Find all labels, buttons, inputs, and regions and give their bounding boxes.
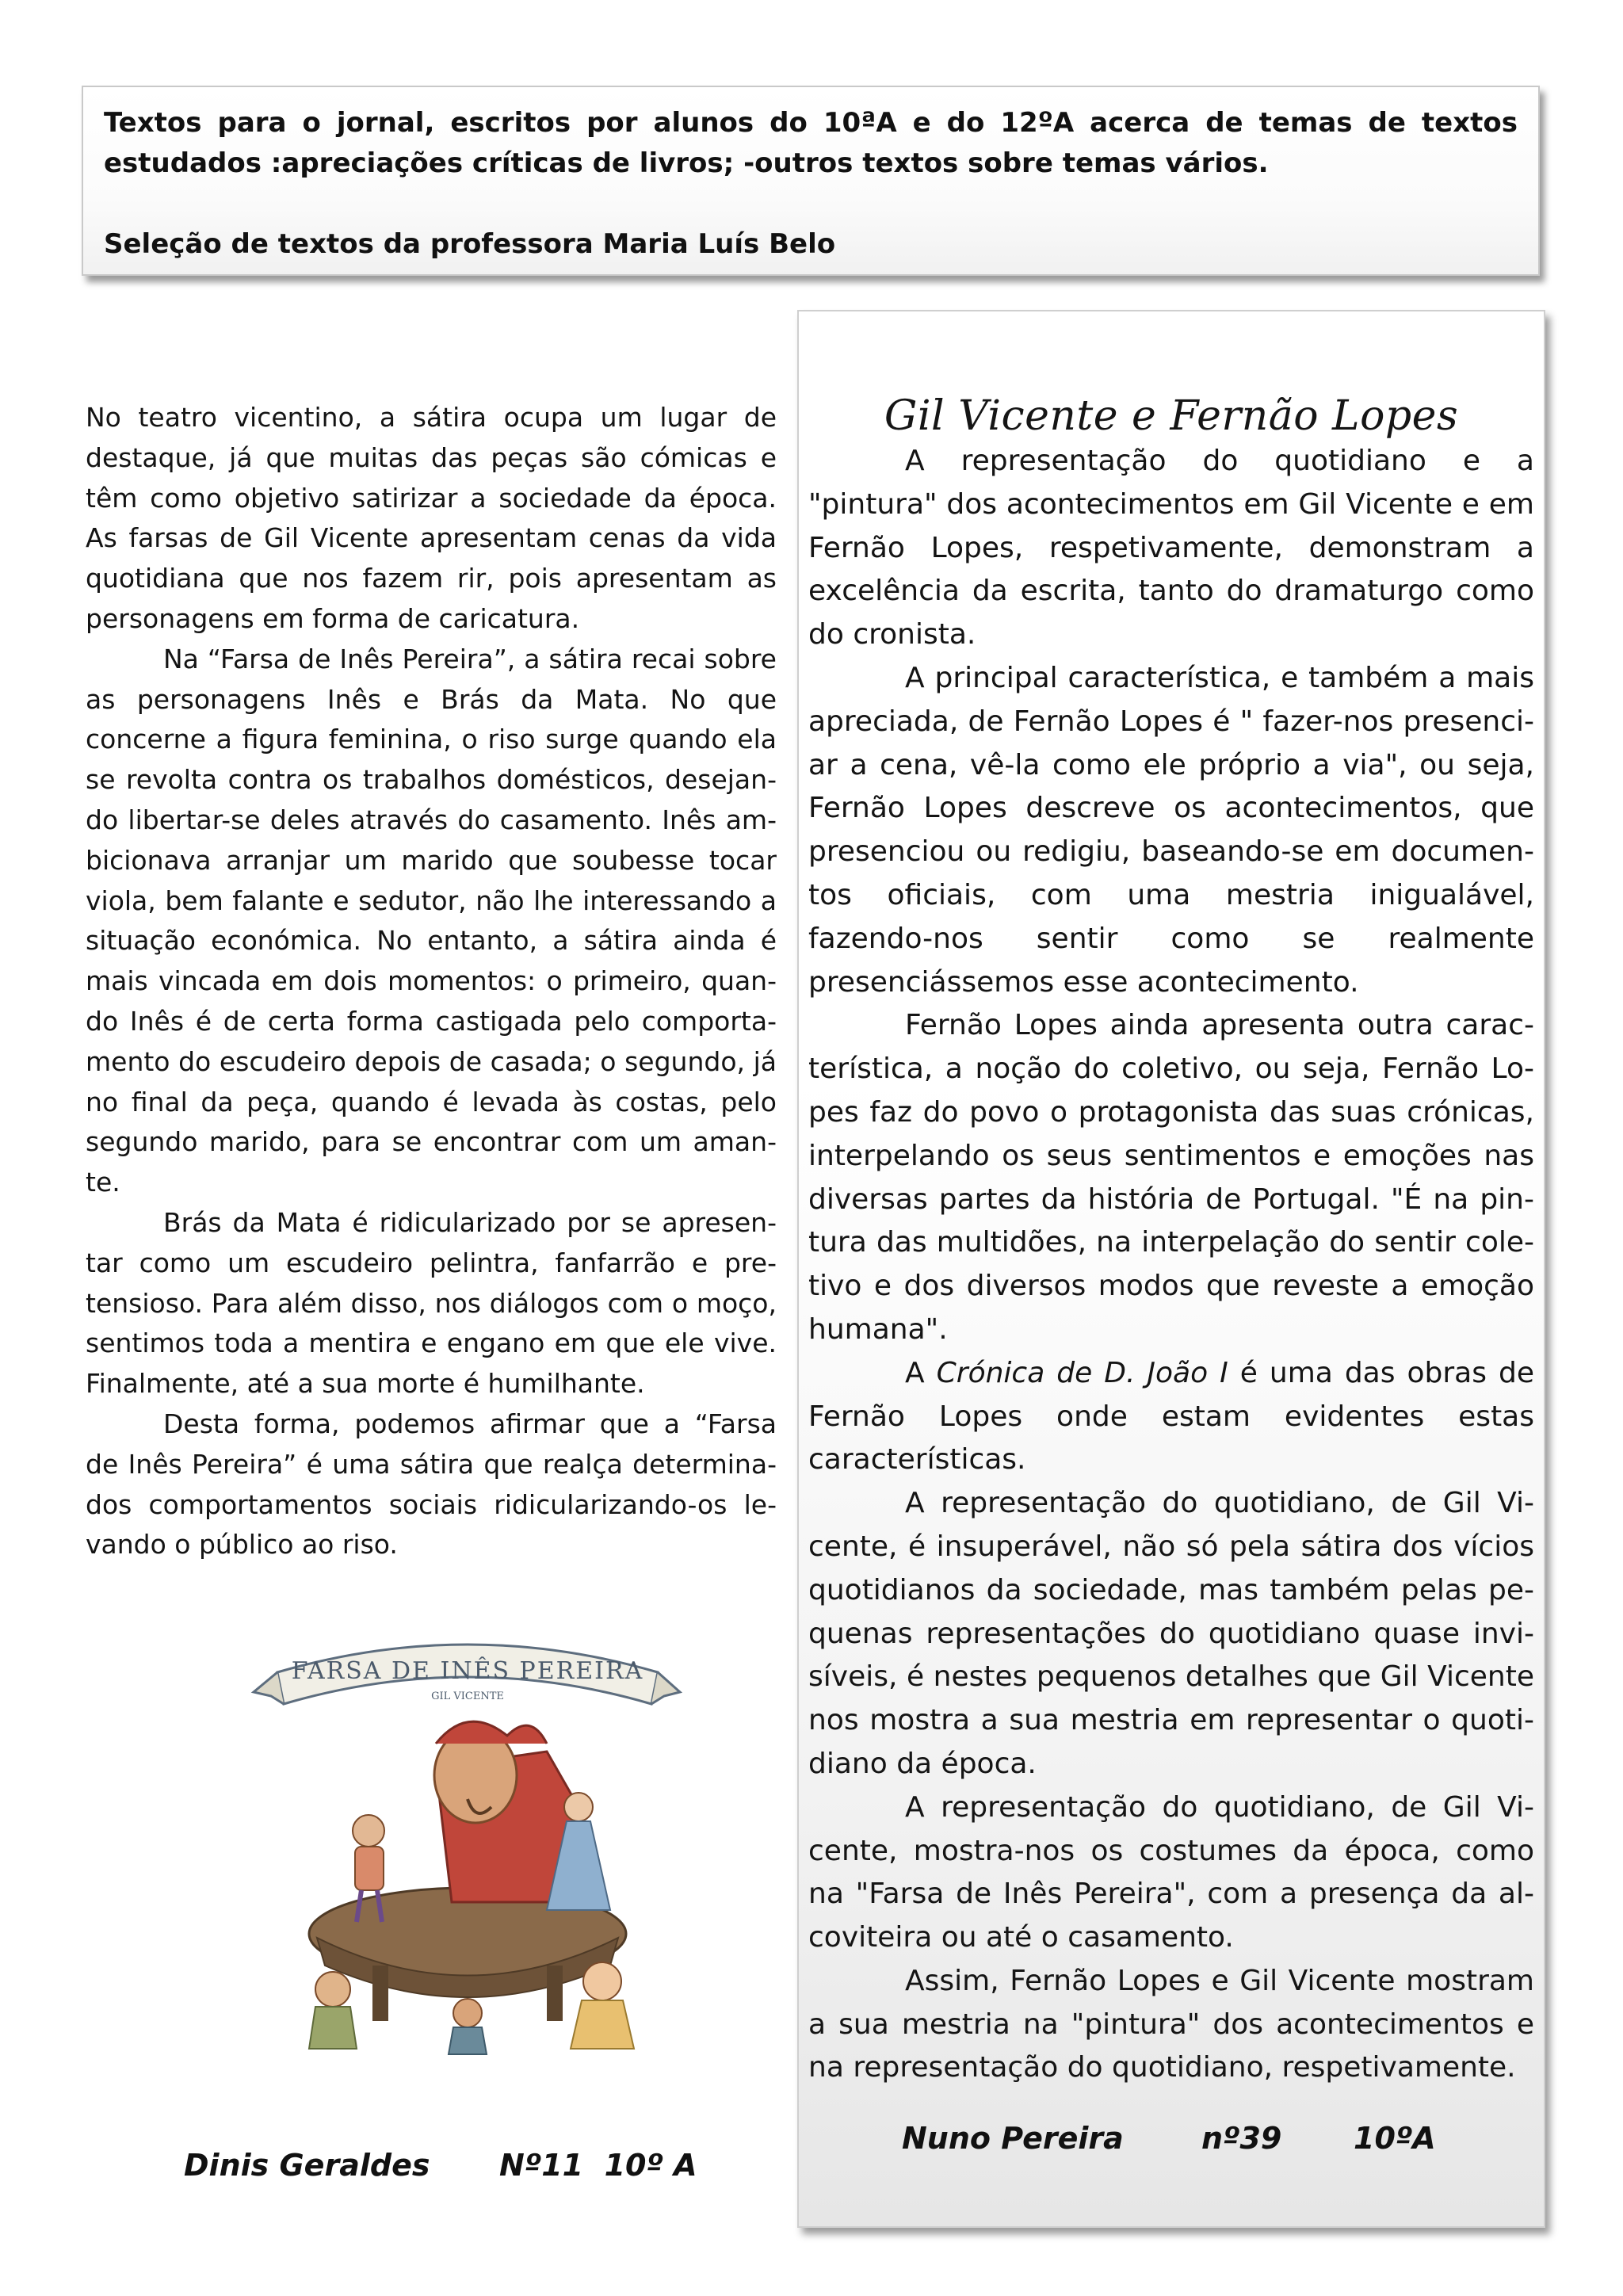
banner-subtitle: GIL VICENTE <box>431 1690 504 1702</box>
header-credit: Seleção de textos da professora Maria Luís Belo <box>104 228 836 260</box>
right-paragraph-3: Fernão Lopes ainda apresenta outra característica, a noção do coletivo, ou seja, Fernão Lopes faz do povo o protagonista das suas crónicas, interpelando os seus sentimentos e emoções nas diversas partes da história de Portugal. "É na pintura das multidões, na interpelação do sentir coletivo e dos diversos modos que reveste a emoção humana". <box>808 1009 1534 1346</box>
right-paragraph-6: A representação do quotidiano, de Gil Vicente, mostra-nos os costumes da época, como na "Farsa de Inês Pereira", com a presença da alcoviteira ou até o casamento. <box>808 1790 1534 1954</box>
right-paragraph-7: Assim, Fernão Lopes e Gil Vicente mostram a sua mestria na "pintura" dos acontecimentos e na representação do quotidiano, respetivamente. <box>808 1964 1534 2084</box>
banner-title: FARSA DE INÊS PEREIRA <box>291 1657 644 1685</box>
left-paragraph-3: Brás da Mata é ridicularizado por se apresentar como um escudeiro pelintra, fanfarrão e pretensioso. Para além disso, nos diálogos com o moço, sentimos toda a mentira e engano em que ele vive. Finalmente, até a sua morte é humilhante. <box>86 1206 777 1400</box>
figure-body <box>449 2027 487 2054</box>
figure-body <box>309 2007 357 2049</box>
figure-head <box>315 1972 350 2007</box>
farsa-illustration-drawing <box>230 1617 705 2061</box>
left-author-number: Nº11 10º A <box>499 2148 697 2183</box>
left-article <box>86 398 777 1565</box>
header-box <box>82 86 1540 276</box>
right-author-number: nº39 <box>1201 2121 1282 2156</box>
left-paragraph-2: Na “Farsa de Inês Pereira”, a sátira recai sobre as personagens Inês e Brás da Mata. No que concerne a figura feminina, o riso surge quando ela se revolta contra os trabalhos domésticos, desejando libertar-se deles através do casamento. Inês ambicionava arranjar um marido que soubesse tocar viola, bem falante e sedutor, não lhe interessando a situação económica. No entanto, a sátira ainda é mais vincada em dois momentos: o primeiro, quando Inês é de certa forma castigada pelo comportamento do escudeiro depois de casada; o segundo, já no final da peça, quando é levada às costas, pelo segundo marido, para se encontrar com um amante. <box>86 643 777 1198</box>
right-article-box <box>797 310 1545 2228</box>
right-article-title: Gil Vicente e Fernão Lopes <box>884 392 1459 440</box>
table-leg <box>372 1966 388 2021</box>
right-paragraph-2: A principal característica, e também a mais apreciada, de Fernão Lopes é " fazer-nos presenciar a cena, vê-la como ele próprio a via", ou seja, Fernão Lopes descreve os acontecimentos, que presenciou ou redigiu, baseando-se em documentos oficiais, com uma mestria inigualável, fazendo-nos sentir como se realmente presenciássemos esse acontecimento. <box>808 661 1534 999</box>
right-paragraph-4 <box>808 1352 1534 1482</box>
farsa-illustration <box>230 1617 705 2061</box>
lady-head <box>564 1793 593 1821</box>
left-author-name: Dinis Geraldes <box>184 2148 430 2183</box>
cronica-title: Crónica de D. João I <box>936 1356 1228 1389</box>
header-intro: Textos para o jornal, escritos por alunos do 10ªA e do 12ºA acerca de temas de textos estudados :apreciações críticas de livros; -outros textos sobre temas vários. <box>104 107 1518 179</box>
right-author-name: Nuno Pereira <box>902 2121 1124 2156</box>
small-man-head <box>353 1815 384 1847</box>
right-paragraph-5: A representação do quotidiano, de Gil Vicente, é insuperável, não só pela sátira dos vícios quotidianos da sociedade, mas também pelas pequenas representações do quotidiano quase invisíveis, é nestes pequenos detalhes que Gil Vicente nos mostra a sua mestria em representar o quotidiano da época. <box>808 1487 1534 1780</box>
jester-hat <box>436 1721 547 1744</box>
left-paragraph-1: No teatro vicentino, a sátira ocupa um lugar de destaque, já que muitas das peças são cómicas e têm como objetivo satirizar a sociedade da época. As farsas de Gil Vicente apresentam cenas da vida quotidiana que nos fazem rir, pois apresentam as personagens em forma de caricatura. <box>86 402 777 634</box>
figure-head <box>583 1962 621 2000</box>
right-paragraph-1: A representação do quotidiano e a "pintura" dos acontecimentos em Gil Vicente e em Fernão Lopes, respetivamente, demonstram a excelência da escrita, tanto do dramaturgo como do cronista. <box>808 445 1534 651</box>
right-author-class: 10ºA <box>1354 2121 1436 2156</box>
small-man-body <box>355 1847 384 1890</box>
figure-head <box>453 1999 482 2027</box>
right-paragraph-4-prefix: A <box>905 1356 937 1389</box>
right-paragraph-4-suffix: é uma das obras de Fernão Lopes onde estam evidentes estas características. <box>808 1356 1534 1477</box>
left-paragraph-4: Desta forma, podemos afirmar que a “Farsa de Inês Pereira” é uma sátira que realça determinados comportamentos sociais ridicularizando-os levando o público ao riso. <box>86 1408 777 1561</box>
figure-body <box>571 2000 634 2049</box>
table-leg <box>547 1966 563 2021</box>
